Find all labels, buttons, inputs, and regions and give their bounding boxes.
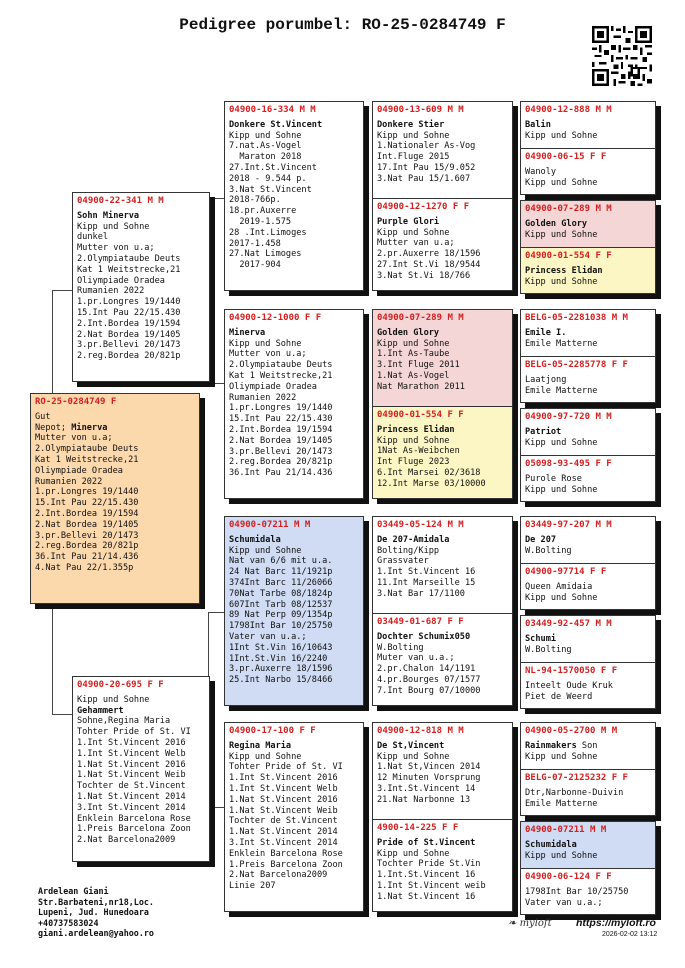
- ring-number: 04900-22-341 M M: [77, 196, 164, 206]
- info-line: 17.Int Pau 15/9.052: [377, 162, 476, 173]
- info-line: 1.Nat St.Vincent 2014: [77, 791, 186, 802]
- pigeon-name: Schumidala: [229, 534, 281, 545]
- info-line: 3.Int Fluge 2011: [377, 360, 460, 371]
- info-line: Kipp und Sohne: [525, 437, 598, 448]
- gen3-pair-card: [372, 516, 513, 706]
- info-line: 3.Nat St.Vi 18/766: [377, 270, 471, 281]
- info-line: 12.Int Marse 03/10000: [377, 478, 486, 489]
- info-line: Tohter Pride of St. VI: [77, 727, 191, 738]
- info-line: 1798Int Bar 10/25750: [525, 886, 629, 897]
- info-line: Oliympiade Oradea: [229, 381, 317, 392]
- info-line: 1Int.St.Vin 16/2240: [229, 653, 328, 664]
- ring-number: 04900-12-1000 F F: [229, 313, 322, 323]
- info-line: 89 Nat Perp 09/1354p: [229, 610, 333, 621]
- info-line: 1798Int Bar 10/25750: [229, 621, 333, 632]
- granddam-paternal-card: [224, 309, 364, 499]
- info-line: Rumanien 2022: [229, 392, 297, 403]
- info-line: 2.Nat Barcelona2009: [77, 835, 176, 846]
- gen3-pair-card: [372, 309, 513, 499]
- info-line: 4.Nat Pau 22/1.355p: [35, 562, 134, 573]
- info-line: Int.Fluge 2015: [377, 152, 450, 163]
- ring-number: 04900-12-1270 F F: [377, 202, 470, 212]
- ring-number: 04900-97714 F F: [525, 567, 607, 577]
- info-line: Queen Amidaia: [525, 581, 593, 592]
- info-line: 27.Int.St.Vincent: [229, 162, 317, 173]
- info-line: 1.Nat St.Vincent Weib: [77, 770, 186, 781]
- connector-line: [52, 290, 72, 291]
- site-link[interactable]: https://myloft.ro: [576, 917, 656, 929]
- info-line: 2.reg.Bordea 20/821p: [229, 457, 333, 468]
- info-line: 27.Int St.Vi 18/9544: [377, 259, 481, 270]
- owner-line: Str.Barbateni,nr18,Loc.: [38, 896, 154, 907]
- info-line: Kipp und Sohne: [377, 338, 450, 349]
- info-line: 2.Int.Bordea 19/1594: [35, 508, 139, 519]
- pigeon-name: Regina Maria: [229, 740, 292, 751]
- info-line: Mutter von u.a;: [229, 349, 307, 360]
- info-line: 1.Int St.Vincent 2016: [77, 737, 186, 748]
- info-line: 2.pr.Chalon 14/1191: [377, 664, 476, 675]
- qr-code-icon: [592, 26, 652, 86]
- connector-line: [52, 604, 53, 714]
- info-line: 3.pr.Auxerre 18/1596: [229, 664, 333, 675]
- info-line: Grassvater: [377, 556, 429, 567]
- subject-card: [30, 393, 200, 604]
- ring-number: 05098-93-495 F F: [525, 459, 612, 469]
- info-line: 27.Nat Limoges: [229, 249, 302, 260]
- pigeon-name: De 207-Amidala: [377, 534, 450, 545]
- info-line: Kipp und Sohne: [525, 850, 598, 861]
- info-line: Kipp und Sohne: [229, 130, 302, 141]
- info-line: 3.pr.Bellevi 20/1473: [229, 446, 333, 457]
- info-line: Rainmakers Son: [525, 740, 598, 751]
- info-line: Vater van u.a.;: [229, 631, 307, 642]
- grandsire-paternal-card: [224, 101, 364, 291]
- info-line: Bolting/Kipp: [377, 545, 440, 556]
- info-line: Tochter de St.Vincent: [77, 781, 186, 792]
- info-line: Enklein Barcelona Rose: [229, 848, 343, 859]
- info-line: 24 Nat Barc 11/1921p: [229, 567, 333, 578]
- info-line: 1.Nat As-Vogel: [377, 370, 450, 381]
- gen4-pair-card: [520, 722, 656, 816]
- ring-number: BELG-05-2285778 F F: [525, 360, 628, 370]
- info-line: Enklein Barcelona Rose: [77, 813, 191, 824]
- connector-line: [208, 383, 224, 384]
- owner-info: [38, 886, 154, 939]
- info-line: Int Fluge 2023: [377, 457, 450, 468]
- pigeon-name: Schumi: [525, 633, 557, 644]
- ring-number: 04900-01-554 F F: [525, 251, 612, 261]
- info-line: Kat 1 Weitstrecke,21: [229, 370, 333, 381]
- info-line: 2.Nat Bordea 19/1405: [77, 329, 181, 340]
- info-line: 15.Int Pau 22/15.430: [229, 414, 333, 425]
- ring-number: 04900-12-818 M M: [377, 726, 464, 736]
- info-line: Rumanien 2022: [77, 286, 145, 297]
- info-line: Linie 207: [229, 881, 276, 892]
- info-line: Wanoly: [525, 166, 557, 177]
- pigeon-name: Pride of St.Vincent: [377, 837, 476, 848]
- info-line: Kat 1 Weitstrecke,21: [77, 264, 181, 275]
- ring-number: 04900-06-124 F F: [525, 872, 612, 882]
- info-line: 1.Int St.Vincent 2016: [229, 773, 338, 784]
- info-line: Kipp und Sohne: [525, 130, 598, 141]
- info-line: 1Int St.Vin 16/10643: [229, 642, 333, 653]
- info-line: Muter van u.a.;: [377, 653, 455, 664]
- ring-number: 04900-06-15 F F: [525, 152, 607, 162]
- pigeon-name: De 207: [525, 534, 557, 545]
- info-line: 15.Int Pau 22/15.430: [77, 307, 181, 318]
- pigeon-name: Donkere Stier: [377, 119, 445, 130]
- pigeon-name: Gehammert: [77, 705, 124, 716]
- info-line: 1Nat As-Weibchen: [377, 446, 460, 457]
- pigeon-name: Patriot: [525, 426, 562, 437]
- ring-number: BELG-07-2125232 F F: [525, 773, 628, 783]
- pigeon-name: Donkere St.Vincent: [229, 119, 323, 130]
- info-line: Kipp und Sohne: [377, 751, 450, 762]
- info-line: Tochter de St.Vincent: [229, 816, 338, 827]
- timestamp: 2026-02-02 13:12: [602, 931, 658, 938]
- gen4-pair-card: [520, 821, 656, 915]
- brand-logo: ❧ myloft: [508, 918, 552, 929]
- info-line: 1.Int St.Vincent weib: [377, 880, 486, 891]
- connector-line: [208, 807, 224, 808]
- info-line: Mutter van u.a;: [377, 238, 455, 249]
- dam-card: [72, 676, 210, 862]
- info-line: 6.Int Marsei 02/3618: [377, 467, 481, 478]
- pigeon-name: Golden Glory: [525, 218, 588, 229]
- info-line: 1.pr.Longres 19/1440: [229, 403, 333, 414]
- gen3-pair-card: [372, 101, 513, 291]
- info-line: 1.Nationaler As-Vog: [377, 141, 476, 152]
- info-line: 1.Nat St,Vincen 2014: [377, 762, 481, 773]
- info-line: 2.Olympiataube Deuts: [229, 360, 333, 371]
- info-line: 3.Nat Pau 15/1.607: [377, 173, 471, 184]
- info-line: 1.Int St.Vincent Welb: [77, 748, 186, 759]
- info-line: 2017-904: [229, 260, 281, 271]
- info-line: Maraton 2018: [229, 152, 302, 163]
- info-line: dunkel: [77, 232, 109, 243]
- info-line: Kipp und Sohne: [377, 435, 450, 446]
- info-line: Kipp und Sohne: [77, 221, 150, 232]
- info-line: 21.Nat Narbonne 13: [377, 794, 471, 805]
- info-line: Emile Matterne: [525, 385, 598, 396]
- info-line: 3.pr.Bellevi 20/1473: [77, 340, 181, 351]
- info-line: 11.Int Marseille 15: [377, 577, 476, 588]
- ring-number: 04900-97-720 M M: [525, 412, 612, 422]
- info-line: Nat Marathon 2011: [377, 381, 465, 392]
- info-line: 1.pr.Longres 19/1440: [35, 487, 139, 498]
- gen4-pair-card: [520, 615, 656, 709]
- info-line: 2.reg.Bordea 20/821p: [77, 351, 181, 362]
- info-line: Emile Matterne: [525, 338, 598, 349]
- gen3-pair-card: [372, 722, 513, 912]
- info-line: Kipp und Sohne: [525, 229, 598, 240]
- gen4-pair-card: [520, 309, 656, 403]
- owner-line: +40737583024: [38, 917, 99, 928]
- info-line: W.Bolting: [525, 545, 572, 556]
- info-line: Oliympiade Oradea: [77, 275, 165, 286]
- connector-line: [208, 198, 224, 199]
- info-line: 1.Nat St.Vincent 2014: [229, 827, 338, 838]
- info-line: 7.nat.As-Vogel: [229, 141, 302, 152]
- info-line: 2.Olympiataube Deuts: [35, 444, 139, 455]
- info-line: Tohter Pride of St. VI: [229, 762, 343, 773]
- ring-number: 04900-13-609 M M: [377, 105, 464, 115]
- ring-number: 04900-07211 M M: [229, 520, 311, 530]
- info-line: 1.Int St.Vincent Welb: [229, 783, 338, 794]
- info-line: 36.Int Pau 21/14.436: [229, 468, 333, 479]
- ring-number: 04900-16-334 M M: [229, 105, 316, 115]
- info-line: 2019-1.575: [229, 216, 292, 227]
- granddam-maternal-card: [224, 722, 364, 912]
- owner-email: giani.ardelean@yahoo.ro: [38, 928, 154, 939]
- info-line: Oliympiade Oradea: [35, 465, 123, 476]
- grandsire-maternal-card: [224, 516, 364, 706]
- info-line: Emile Matterne: [525, 798, 598, 809]
- info-line: 2.Nat Bordea 19/1405: [35, 519, 139, 530]
- info-line: 607Int Tarb 08/12537: [229, 599, 333, 610]
- info-line: 2018 - 9.544 p.: [229, 173, 307, 184]
- bird-icon: ❧: [508, 918, 517, 929]
- ring-number: 04900-17-100 F F: [229, 726, 316, 736]
- info-line: Purole Rose: [525, 473, 582, 484]
- info-line: Kipp und Sohne: [229, 751, 302, 762]
- info-line: Dtr,Narbonne-Duivin: [525, 787, 624, 798]
- ring-number: 04900-20-695 F F: [77, 680, 164, 690]
- info-line: 2.Olympiataube Deuts: [77, 253, 181, 264]
- info-line: 4.pr.Bourges 07/1577: [377, 674, 481, 685]
- info-line: 3.Int St.Vincent 2014: [229, 837, 338, 848]
- info-line: Kipp und Sohne: [377, 227, 450, 238]
- pigeon-name: Purple Glori: [377, 216, 440, 227]
- gen4-pair-card: [520, 408, 656, 502]
- info-line: 1.Preis Barcelona Zoon: [229, 859, 343, 870]
- info-line: 1.Int St.Vincent 16: [377, 567, 476, 578]
- info-line: Tochter Pride St.Vin: [377, 859, 481, 870]
- info-line: 374Int Barc 11/26066: [229, 577, 333, 588]
- info-line: 18.pr.Auxerre: [229, 206, 297, 217]
- pigeon-name: Golden Glory: [377, 327, 440, 338]
- pigeon-name: Princess Elidan: [377, 424, 455, 435]
- pigeon-name: Rainmakers: [525, 740, 577, 751]
- info-line: 28 .Int.Limoges: [229, 227, 307, 238]
- sire-card: [72, 192, 210, 382]
- ring-number: 04900-07211 M M: [525, 825, 607, 835]
- connector-line: [208, 612, 224, 613]
- info-line: 3.pr.Bellevi 20/1473: [35, 530, 139, 541]
- info-line: 1.Preis Barcelona Zoon: [77, 824, 191, 835]
- info-line: 25.Int Narbo 15/8466: [229, 675, 333, 686]
- info-line: 36.Int Pau 21/14.436: [35, 552, 139, 563]
- ring-number: 04900-05-2700 M M: [525, 726, 618, 736]
- ring-number: 03449-97-207 M M: [525, 520, 612, 530]
- pigeon-name: Dochter Schumix050: [377, 631, 471, 642]
- info-line: 1.Int As-Taube: [377, 349, 450, 360]
- info-line: Mutter von u.a;: [35, 433, 113, 444]
- pigeon-name: Princess Elidan: [525, 265, 603, 276]
- info-line: 2017-1.458: [229, 238, 281, 249]
- info-line: Kipp und Sohne: [525, 484, 598, 495]
- info-line: 3.Nat St.Vincent: [229, 184, 312, 195]
- info-line: 15.Int Pau 22/15.430: [35, 498, 139, 509]
- info-line: W.Bolting: [525, 644, 572, 655]
- page-title: Pedigree porumbel: RO-25-0284749 F: [179, 16, 506, 34]
- info-line: Kipp und Sohne: [525, 177, 598, 188]
- ring-number: RO-25-0284749 F: [35, 397, 117, 407]
- info-line: 2.reg.Bordea 20/821p: [35, 541, 139, 552]
- info-line: Inteelt Oude Kruk: [525, 680, 613, 691]
- pigeon-name: De St,Vincent: [377, 740, 445, 751]
- info-line: 1.pr.Longres 19/1440: [77, 297, 181, 308]
- pigeon-name: Minerva: [229, 327, 266, 338]
- info-line: Mutter von u.a;: [77, 243, 155, 254]
- info-line: 1.Nat St.Vincent 16: [377, 891, 476, 902]
- info-line: Kipp und Sohne: [525, 751, 598, 762]
- pigeon-name: Sohn Minerva: [77, 210, 140, 221]
- gen4-pair-card: [520, 516, 656, 610]
- gen4-pair-card: [520, 101, 656, 195]
- info-line: 12 Minuten Vorsprung: [377, 773, 481, 784]
- info-line: Gut: [35, 411, 51, 422]
- ring-number: 04900-07-289 M M: [377, 313, 464, 323]
- ring-number: 03449-92-457 M M: [525, 619, 612, 629]
- info-line: 7.Int Bourg 07/10000: [377, 685, 481, 696]
- pigeon-name: Emile I.: [525, 327, 567, 338]
- ring-number: NL-94-1570050 F F: [525, 666, 618, 676]
- info-line: Sohne,Regina Maria: [77, 716, 171, 727]
- info-line: Kipp und Sohne: [377, 848, 450, 859]
- nepot-name: Minerva: [71, 422, 108, 433]
- info-line: Rumanien 2022: [35, 476, 103, 487]
- info-line: Nepot; Minerva: [35, 422, 108, 433]
- info-line: W.Bolting: [377, 642, 424, 653]
- info-line: Kipp und Sohne: [229, 545, 302, 556]
- connector-line: [52, 290, 53, 393]
- info-line: 2.pr.Auxerre 18/1596: [377, 249, 481, 260]
- info-line: 1.Nat St.Vincent 2016: [77, 759, 186, 770]
- info-line: Kipp und Sohne: [77, 694, 150, 705]
- info-line: 2018-766p.: [229, 195, 281, 206]
- owner-line: Ardelean Giani: [38, 886, 109, 896]
- info-line: Nat van 6/6 mit u.a.: [229, 556, 333, 567]
- info-line: 1.Nat St.Vincent 2016: [229, 794, 338, 805]
- info-line: Kat 1 Weitstrecke,21: [35, 454, 139, 465]
- info-line: 2.Nat Bordea 19/1405: [229, 435, 333, 446]
- info-line: Laatjong: [525, 374, 567, 385]
- info-line: 70Nat Tarbe 08/1824p: [229, 588, 333, 599]
- info-line: 1.Int.St.Vincent 16: [377, 870, 476, 881]
- info-line: Kipp und Sohne: [377, 130, 450, 141]
- info-line: 2.Int.Bordea 19/1594: [229, 424, 333, 435]
- info-line: 3.Int.St.Vincent 14: [377, 783, 476, 794]
- pigeon-name: Balin: [525, 119, 551, 130]
- info-line: Kipp und Sohne: [525, 592, 598, 603]
- info-line: 1.Nat St.Vincent Weib: [229, 805, 338, 816]
- pigeon-name: Schumidala: [525, 839, 577, 850]
- info-line: 2.Int.Bordea 19/1594: [77, 318, 181, 329]
- info-line: Vater van u.a.;: [525, 897, 603, 908]
- ring-number: 04900-12-888 M M: [525, 105, 612, 115]
- info-line: Piet de Weerd: [525, 691, 593, 702]
- info-line: Kipp und Sohne: [229, 338, 302, 349]
- info-line: 2.Nat Barcelona2009: [229, 870, 328, 881]
- ring-number: BELG-05-2281038 M M: [525, 313, 628, 323]
- gen4-pair-card: [520, 200, 656, 294]
- ring-number: 04900-07-289 M M: [525, 204, 612, 214]
- ring-number: 03449-01-687 F F: [377, 617, 464, 627]
- ring-number: 4900-14-225 F F: [377, 823, 459, 833]
- ring-number: 04900-01-554 F F: [377, 410, 464, 420]
- ring-number: 03449-05-124 M M: [377, 520, 464, 530]
- owner-line: Lupeni, Jud. Hunedoara: [38, 907, 149, 918]
- info-line: Kipp und Sohne: [525, 276, 598, 287]
- info-line: 3.Nat Bar 17/1100: [377, 588, 465, 599]
- info-line: 3.Int St.Vincent 2014: [77, 802, 186, 813]
- connector-line: [52, 714, 72, 715]
